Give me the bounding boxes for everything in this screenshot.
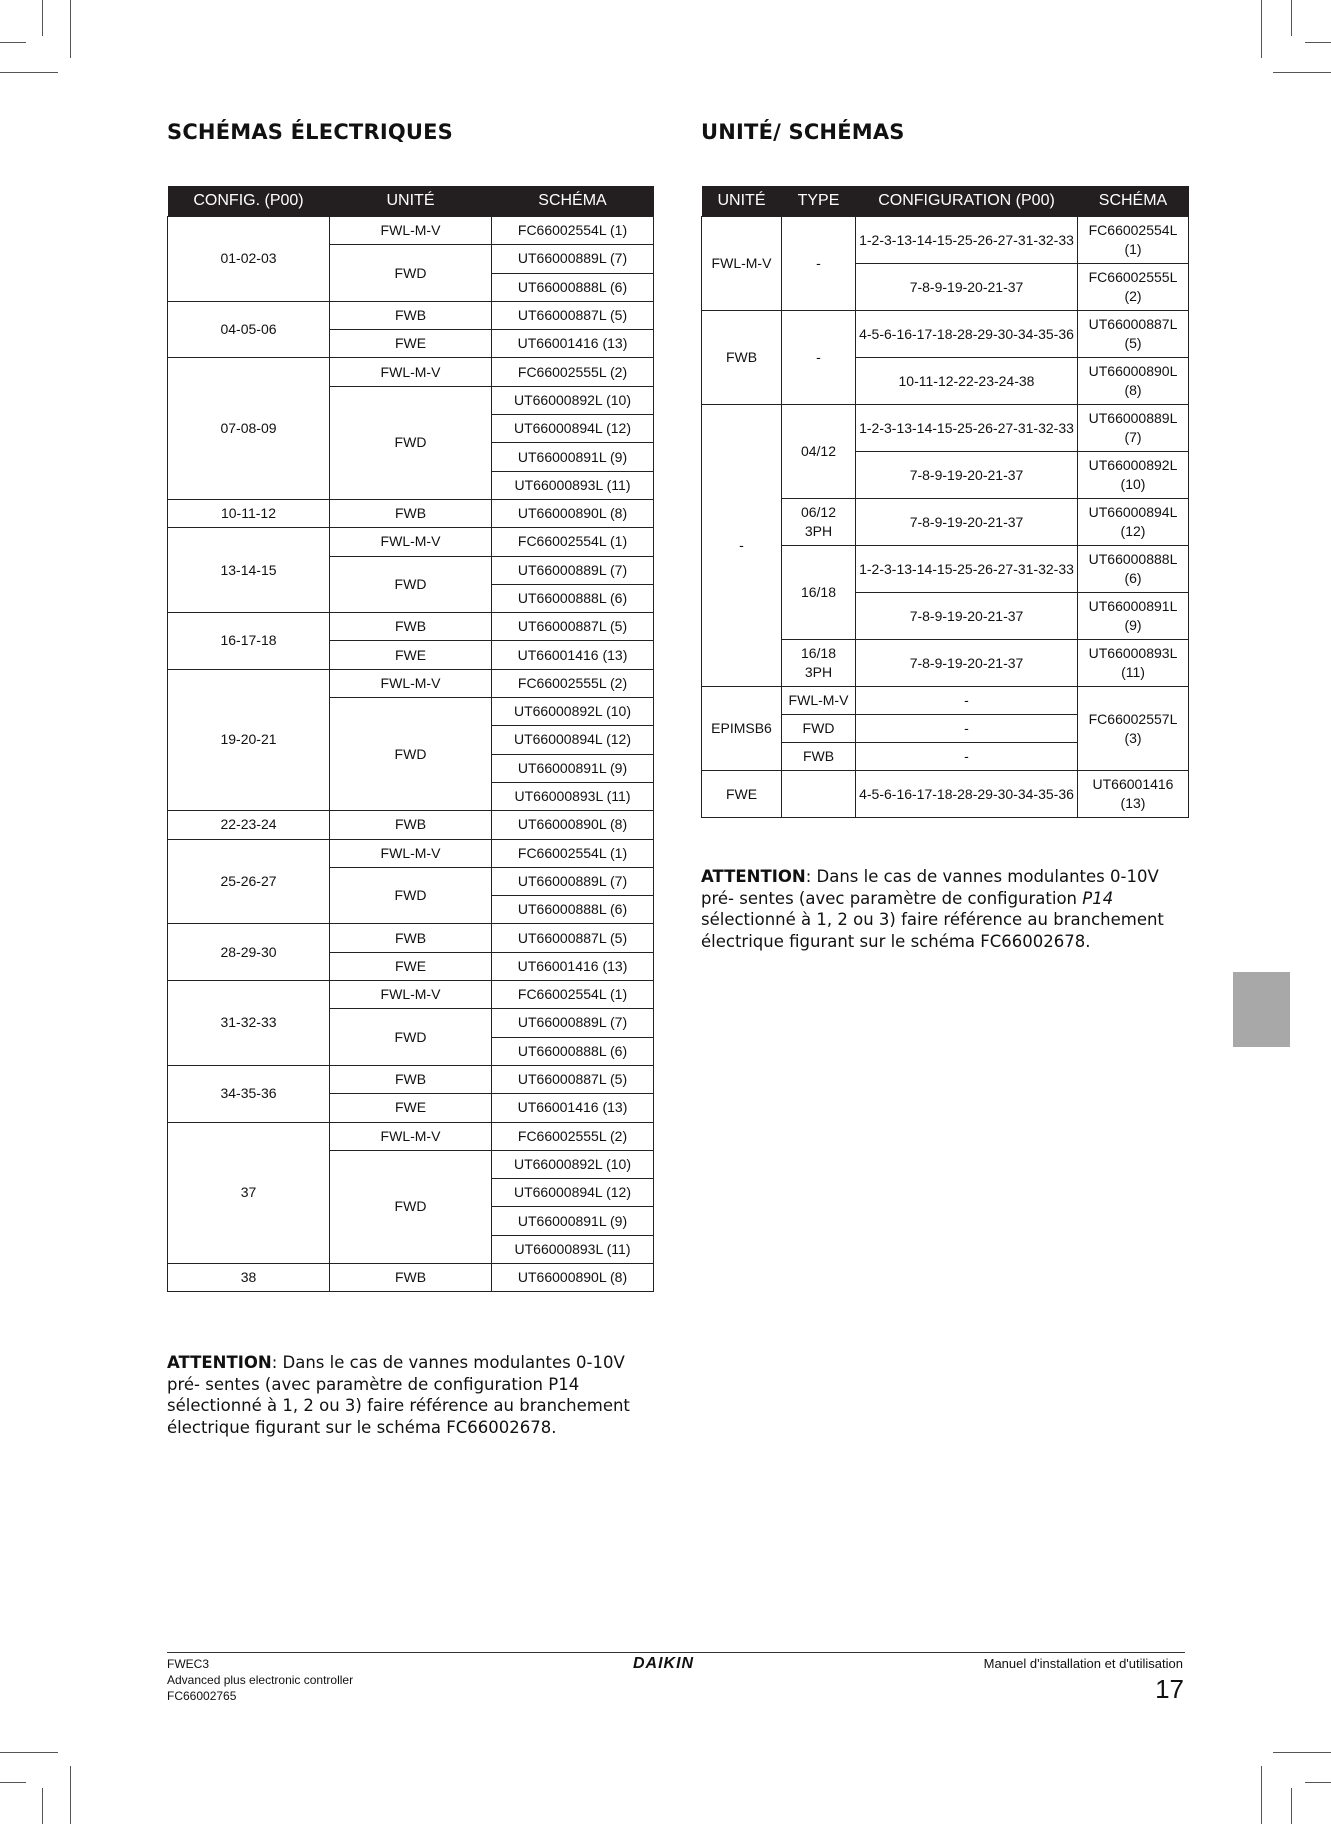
header-unit: UNITÉ — [702, 186, 782, 217]
type-cell: - — [782, 217, 856, 311]
schema-cell: UT66000891L (9) — [492, 754, 654, 782]
unit-cell: FWL-M-V — [330, 669, 492, 697]
parameter-code: P14 — [1082, 888, 1114, 908]
schema-cell: UT66000894L (12) — [492, 415, 654, 443]
unit-cell: FWL-M-V — [330, 528, 492, 556]
unit-cell: FWL-M-V — [330, 839, 492, 867]
table-row — [168, 613, 654, 641]
footer-model: FWEC3 — [167, 1657, 209, 1671]
schema-cell: UT66000893L (11) — [492, 782, 654, 810]
schema-cell: UT66000888L (6) — [1078, 546, 1189, 593]
schema-cell: UT66000894L (12) — [1078, 499, 1189, 546]
type-cell: 04/12 — [782, 405, 856, 499]
configuration-cell: 1-2-3-13-14-15-25-26-27-31-32-33 — [856, 405, 1078, 452]
schema-cell: UT66001416 (13) — [492, 1094, 654, 1122]
unit-cell: FWL-M-V — [330, 217, 492, 245]
schema-cell: UT66000889L (7) — [1078, 405, 1189, 452]
type-cell: FWB — [782, 743, 856, 771]
schema-cell: FC66002555L (2) — [492, 358, 654, 386]
table-row — [168, 499, 654, 527]
unit-cell: FWE — [702, 771, 782, 818]
unit-cell: FWE — [330, 952, 492, 980]
config-cell: 01-02-03 — [168, 217, 330, 302]
schema-cell: FC66002554L (1) — [492, 839, 654, 867]
header-configuration: CONFIGURATION (P00) — [856, 186, 1078, 217]
config-cell: 04-05-06 — [168, 301, 330, 358]
schema-cell: UT66000888L (6) — [492, 584, 654, 612]
schema-cell: FC66002557L (3) — [1078, 687, 1189, 771]
configuration-cell: 7-8-9-19-20-21-37 — [856, 640, 1078, 687]
unit-cell: FWD — [330, 1009, 492, 1066]
schema-cell: UT66000893L (11) — [492, 471, 654, 499]
schema-cell: UT66000887L (5) — [492, 301, 654, 329]
unit-cell: - — [702, 405, 782, 687]
table-header-row — [168, 186, 654, 217]
configuration-cell: - — [856, 687, 1078, 715]
unit-cell: FWD — [330, 386, 492, 499]
config-cell: 37 — [168, 1122, 330, 1263]
page-number: 17 — [1155, 1674, 1184, 1704]
config-cell: 19-20-21 — [168, 669, 330, 810]
unit-cell: FWB — [330, 924, 492, 952]
table-row — [168, 1122, 654, 1150]
type-cell: FWD — [782, 715, 856, 743]
crop-mark — [0, 1782, 26, 1783]
footer-product-info — [167, 1656, 353, 1704]
schema-cell: UT66000887L (5) — [492, 924, 654, 952]
crop-mark — [1305, 1782, 1331, 1783]
table-row — [702, 217, 1189, 264]
schema-cell: UT66000890L (8) — [1078, 358, 1189, 405]
table-header-row — [702, 186, 1189, 217]
unit-cell: FWL-M-V — [702, 217, 782, 311]
unit-cell: FWB — [330, 811, 492, 839]
unit-cell: FWB — [330, 1263, 492, 1291]
unit-cell: FWB — [330, 301, 492, 329]
schema-cell: UT66000887L (5) — [492, 613, 654, 641]
unit-cell: FWL-M-V — [330, 981, 492, 1009]
header-config: CONFIG. (P00) — [168, 186, 330, 217]
configuration-cell: 7-8-9-19-20-21-37 — [856, 264, 1078, 311]
attention-label: ATTENTION — [167, 1353, 272, 1372]
unit-cell: FWD — [330, 698, 492, 811]
schema-cell: UT66000888L (6) — [492, 1037, 654, 1065]
schema-cell: FC66002555L (2) — [492, 1122, 654, 1150]
schema-cell: UT66000888L (6) — [492, 896, 654, 924]
schema-cell: UT66001416 (13) — [492, 641, 654, 669]
configuration-cell: 4-5-6-16-17-18-28-29-30-34-35-36 — [856, 311, 1078, 358]
config-cell: 22-23-24 — [168, 811, 330, 839]
schema-cell: FC66002554L (1) — [492, 981, 654, 1009]
configuration-cell: - — [856, 743, 1078, 771]
unit-cell: FWE — [330, 1094, 492, 1122]
attention-note-left — [167, 1352, 653, 1438]
crop-mark — [42, 1788, 43, 1824]
table-row — [168, 839, 654, 867]
config-cell: 38 — [168, 1263, 330, 1291]
schema-cell: UT66001416 (13) — [492, 330, 654, 358]
crop-mark — [0, 72, 58, 73]
config-cell: 13-14-15 — [168, 528, 330, 613]
config-cell: 25-26-27 — [168, 839, 330, 924]
header-unit: UNITÉ — [330, 186, 492, 217]
header-type: TYPE — [782, 186, 856, 217]
unit-cell: FWB — [330, 499, 492, 527]
footer-document-code: FC66002765 — [167, 1689, 237, 1703]
table-row — [168, 1263, 654, 1291]
unit-cell: FWL-M-V — [330, 358, 492, 386]
unit-schema-table — [701, 186, 1189, 818]
schema-cell: UT66000890L (8) — [492, 499, 654, 527]
schema-cell: UT66000890L (8) — [492, 1263, 654, 1291]
unit-cell: FWE — [330, 330, 492, 358]
schema-cell: UT66000891L (9) — [1078, 593, 1189, 640]
schema-cell: UT66000889L (7) — [492, 1009, 654, 1037]
crop-mark — [1273, 1752, 1331, 1753]
schema-cell: UT66000893L (11) — [1078, 640, 1189, 687]
schema-cell: UT66000892L (10) — [1078, 452, 1189, 499]
section-title-unit-diagrams: UNITÉ/ SCHÉMAS — [701, 120, 905, 144]
schema-cell: UT66000889L (7) — [492, 556, 654, 584]
unit-cell: FWD — [330, 1150, 492, 1263]
configuration-cell: 10-11-12-22-23-24-38 — [856, 358, 1078, 405]
crop-mark — [1261, 1766, 1262, 1824]
configuration-cell: - — [856, 715, 1078, 743]
crop-mark — [1273, 72, 1331, 73]
type-cell: 06/12 3PH — [782, 499, 856, 546]
config-cell: 28-29-30 — [168, 924, 330, 981]
configuration-cell: 1-2-3-13-14-15-25-26-27-31-32-33 — [856, 546, 1078, 593]
table-row — [168, 981, 654, 1009]
section-title-wiring-diagrams: SCHÉMAS ÉLECTRIQUES — [167, 120, 454, 144]
unit-cell: FWD — [330, 867, 492, 924]
schema-cell: UT66000894L (12) — [492, 1179, 654, 1207]
header-schema: SCHÉMA — [1078, 186, 1189, 217]
crop-mark — [0, 42, 26, 43]
schema-cell: UT66000887L (5) — [1078, 311, 1189, 358]
schema-cell: FC66002554L (1) — [492, 528, 654, 556]
type-cell: FWL-M-V — [782, 687, 856, 715]
crop-mark — [1291, 1788, 1292, 1824]
config-cell: 34-35-36 — [168, 1065, 330, 1122]
schema-cell: UT66000891L (9) — [492, 1207, 654, 1235]
schema-cell: UT66000887L (5) — [492, 1065, 654, 1093]
schema-cell: UT66000892L (10) — [492, 1150, 654, 1178]
schema-cell: FC66002554L (1) — [1078, 217, 1189, 264]
footer-manual-title: Manuel d'installation et d'utilisation — [983, 1656, 1183, 1671]
attention-text: : Dans le cas de vannes modulantes 0-10V pré- sentes (avec paramètre de configuration — [701, 867, 1159, 908]
table-row — [168, 528, 654, 556]
crop-mark — [70, 1766, 71, 1824]
attention-text: : Dans le cas de vannes modulantes 0-10V pré- sentes (avec paramètre de configuration P14 sélectionné à 1, 2 ou 3) faire référence au branchement électrique figurant sur le schéma FC66002678. — [167, 1353, 630, 1437]
table-row — [168, 1065, 654, 1093]
table-row — [168, 217, 654, 245]
table-row — [168, 358, 654, 386]
schema-cell: FC66002555L (2) — [1078, 264, 1189, 311]
crop-mark — [70, 0, 71, 58]
configuration-cell: 4-5-6-16-17-18-28-29-30-34-35-36 — [856, 771, 1078, 818]
configuration-cell: 7-8-9-19-20-21-37 — [856, 593, 1078, 640]
configuration-cell: 1-2-3-13-14-15-25-26-27-31-32-33 — [856, 217, 1078, 264]
footer-divider — [167, 1652, 1185, 1653]
unit-cell: FWB — [330, 1065, 492, 1093]
unit-cell: FWE — [330, 641, 492, 669]
table-row — [168, 924, 654, 952]
crop-mark — [1261, 0, 1262, 58]
config-cell: 16-17-18 — [168, 613, 330, 670]
footer-product-name: Advanced plus electronic controller — [167, 1673, 354, 1687]
config-cell: 07-08-09 — [168, 358, 330, 499]
config-cell: 10-11-12 — [168, 499, 330, 527]
crop-mark — [0, 1752, 58, 1753]
chapter-tab — [1233, 972, 1290, 1047]
unit-cell: FWD — [330, 556, 492, 613]
schema-cell: UT66000892L (10) — [492, 386, 654, 414]
crop-mark — [1305, 42, 1331, 43]
table-row — [168, 301, 654, 329]
schema-cell: UT66001416 (13) — [492, 952, 654, 980]
unit-cell: FWB — [330, 613, 492, 641]
header-schema: SCHÉMA — [492, 186, 654, 217]
schema-cell: UT66000890L (8) — [492, 811, 654, 839]
table-row — [168, 669, 654, 697]
schema-cell: UT66000893L (11) — [492, 1235, 654, 1263]
type-cell: - — [782, 311, 856, 405]
schema-cell: UT66000892L (10) — [492, 698, 654, 726]
unit-cell: FWD — [330, 245, 492, 302]
table-row — [702, 687, 1189, 715]
config-schema-table — [167, 186, 654, 1292]
table-row — [702, 405, 1189, 452]
schema-cell: UT66001416 (13) — [1078, 771, 1189, 818]
schema-cell: FC66002555L (2) — [492, 669, 654, 697]
table-row — [702, 771, 1189, 818]
attention-label: ATTENTION — [701, 867, 806, 886]
attention-note-right — [701, 866, 1189, 952]
type-cell: 16/18 3PH — [782, 640, 856, 687]
config-cell: 31-32-33 — [168, 981, 330, 1066]
type-cell: 16/18 — [782, 546, 856, 640]
brand-logo: DAIKIN — [633, 1655, 695, 1672]
unit-cell: EPIMSB6 — [702, 687, 782, 771]
schema-cell: UT66000888L (6) — [492, 273, 654, 301]
crop-mark — [1291, 0, 1292, 36]
schema-cell: UT66000889L (7) — [492, 245, 654, 273]
crop-mark — [42, 0, 43, 36]
schema-cell: UT66000889L (7) — [492, 867, 654, 895]
attention-text: sélectionné à 1, 2 ou 3) faire référence au branchement électrique figurant sur le schéma FC66002678. — [701, 910, 1164, 951]
schema-cell: UT66000891L (9) — [492, 443, 654, 471]
unit-cell: FWL-M-V — [330, 1122, 492, 1150]
configuration-cell: 7-8-9-19-20-21-37 — [856, 452, 1078, 499]
table-row — [168, 811, 654, 839]
configuration-cell: 7-8-9-19-20-21-37 — [856, 499, 1078, 546]
type-cell — [782, 771, 856, 818]
unit-cell: FWB — [702, 311, 782, 405]
table-row — [702, 311, 1189, 358]
schema-cell: FC66002554L (1) — [492, 217, 654, 245]
schema-cell: UT66000894L (12) — [492, 726, 654, 754]
